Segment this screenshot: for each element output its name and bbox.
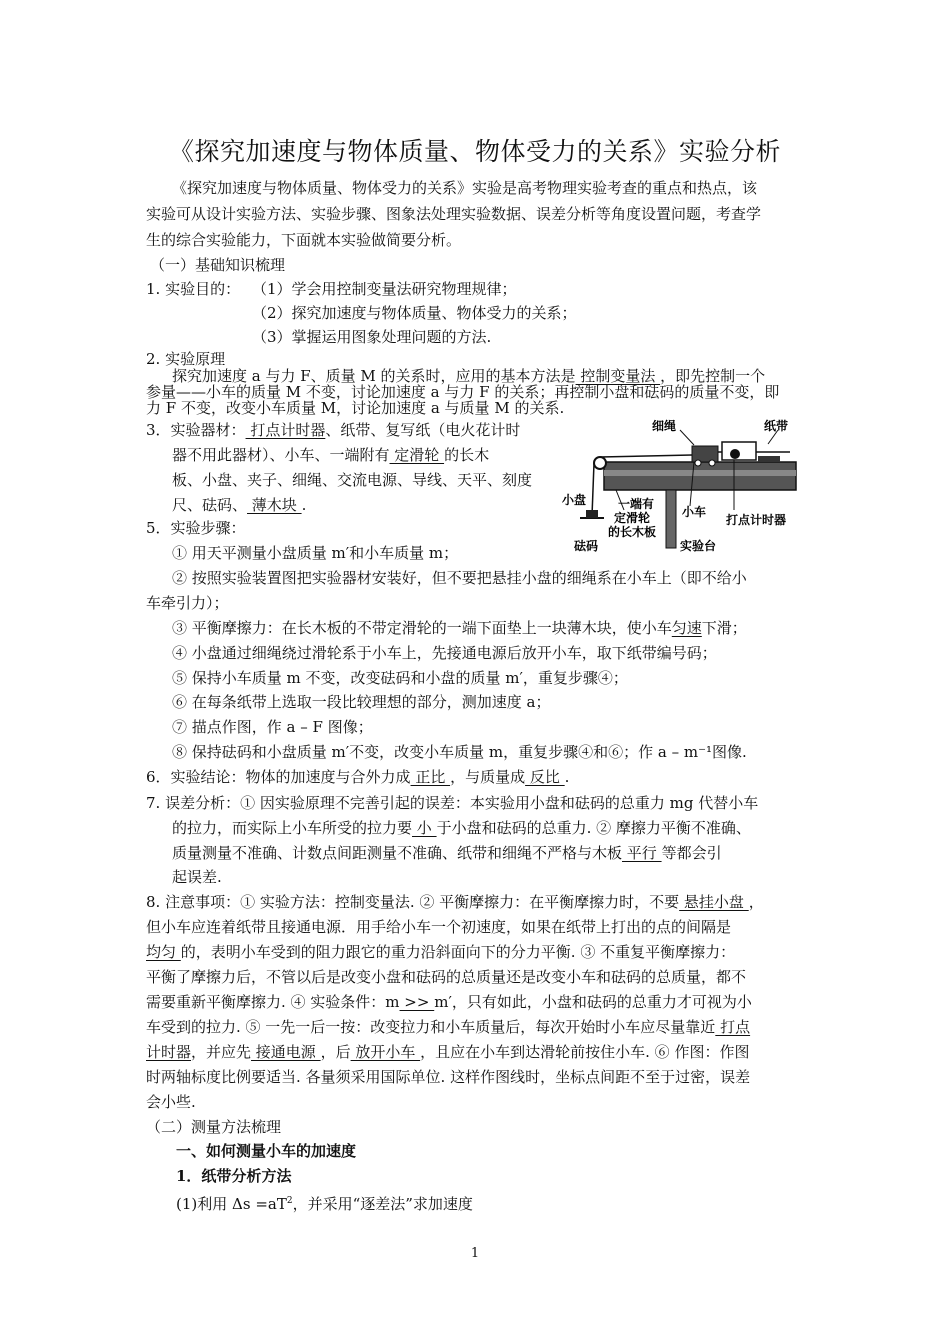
label-rope: 细绳: [652, 419, 677, 433]
weights-block: [586, 510, 598, 518]
equip-line-2: [172, 445, 489, 465]
hanging-rope: [592, 463, 594, 516]
intro-line-3: 生的综合实验能力，下面就本实验做简要分析。: [146, 231, 462, 249]
notes-blank-timer-2: 计时器: [146, 1043, 192, 1061]
apparatus-diagram: [558, 418, 818, 562]
aim-label: 1. 实验目的：: [146, 280, 241, 298]
step-3: [172, 618, 747, 638]
section-heading-basics: （一）基础知识梳理: [150, 256, 286, 274]
error-blank-parallel: 平行: [622, 844, 662, 862]
notes-line-5: [146, 992, 752, 1012]
method-heading-1: 一、如何测量小车的加速度: [176, 1142, 357, 1160]
notes-line-6: [146, 1017, 750, 1037]
page-number: 1: [470, 1246, 480, 1261]
equip-text: 3．实验器材：: [146, 421, 246, 439]
aim-item-2: （2）探究加速度与物体质量、物体受力的关系；: [252, 304, 577, 322]
notes-blank-uniform: 均匀: [146, 943, 181, 961]
cart-icon: [692, 446, 718, 462]
step-text: ③ 平衡摩擦力：在长木板的不带定滑轮的一端下面垫上一块薄木块，使小车: [172, 619, 672, 637]
step-text: 下滑；: [701, 619, 747, 637]
method-heading-2: 1．纸带分析方法: [176, 1167, 292, 1185]
label-board-1: 一端有: [618, 497, 655, 511]
notes-text: m′，只有如此，小盘和砝码的总重力才可视为小: [434, 993, 752, 1011]
board-stripe: [604, 470, 796, 476]
table-leg: [666, 490, 676, 548]
aim-item-3: （3）掌握运用图象处理问题的方法.: [252, 328, 492, 346]
equip-line-3: 板、小盘、夹子、细绳、交流电源、导线、天平、刻度: [172, 471, 533, 489]
timer-base: [758, 456, 780, 462]
cart-wheel-icon: [695, 460, 701, 466]
label-board-3: 的长木板: [608, 525, 657, 539]
principle-line-3: 力 F 不变，改变小车质量 M，讨论加速度 a 与质量 M 的关系.: [146, 399, 565, 417]
step-1: ① 用天平测量小盘质量 m′和小车质量 m；: [172, 544, 459, 562]
equip-line-1: [146, 420, 520, 440]
conclusion-blank-2: 反比: [525, 768, 565, 786]
equip-text: 、纸带、复写纸（电火花计时: [325, 421, 521, 439]
equip-blank-pulley: 定滑轮: [389, 446, 445, 464]
label-weights: 砝码: [574, 539, 599, 553]
equip-text: .: [301, 496, 307, 514]
method-superscript: 2: [286, 1196, 293, 1206]
section-heading-methods: （二）测量方法梳理: [146, 1118, 282, 1136]
equip-line-4: [172, 495, 306, 515]
notes-text: 需要重新平衡摩擦力. ④ 实验条件：m: [146, 993, 400, 1011]
intro-line-2: 实验可从设计实验方法、实验步骤、图象法处理实验数据、误差分析等角度设置问题，考查学: [146, 205, 762, 223]
notes-blank-release: 放开小车: [350, 1043, 421, 1061]
label-cart: 小车: [682, 505, 707, 519]
notes-line-3: [146, 942, 735, 962]
error-blank-small: 小: [412, 819, 437, 837]
notes-text: ，并应先: [191, 1043, 252, 1061]
leader-line: [680, 430, 694, 445]
aim-item-1: （1）学会用控制变量法研究物理规律；: [252, 280, 517, 298]
notes-text: 8. 注意事项：① 实验方法：控制变量法. ② 平衡摩擦力：在平衡摩擦力时，不要: [146, 893, 680, 911]
error-line-3: [172, 843, 722, 863]
method-line-1: [176, 1191, 473, 1214]
principle-blank-method: 控制变量法: [575, 367, 661, 385]
error-text: 的拉力，而实际上小车所受的拉力要: [172, 819, 413, 837]
rope-line: [600, 455, 692, 457]
equip-text: 尺、砝码、: [172, 496, 248, 514]
conclusion-text: 6．实验结论：物体的加速度与合外力成: [146, 768, 411, 786]
principle-heading: 2. 实验原理: [146, 350, 226, 368]
step-3-blank: 匀速: [671, 619, 702, 637]
method-text: (1)利用 Δs =aT: [176, 1195, 287, 1213]
notes-text: 车受到的拉力. ⑤ 一先一后一按：改变拉力和小车质量后，每次开始时小车应尽量靠近: [146, 1018, 716, 1036]
error-line-4: 起误差.: [172, 868, 222, 886]
notes-line-1: [146, 892, 764, 912]
conclusion-blank-1: 正比: [410, 768, 451, 786]
label-timer: 打点计时器: [726, 513, 787, 527]
principle-line-2: 参量——小车的质量 M 不变，讨论加速度 a 与力 F 的关系；再控制小盘和砝码的质量不变，即: [146, 383, 780, 401]
equip-text: 器不用此器材）、小车、一端附有: [172, 446, 390, 464]
page-title: 《探究加速度与物体质量、物体受力的关系》实验分析: [168, 137, 781, 166]
equip-blank-wood: 薄木块: [247, 496, 302, 514]
notes-line-2: 但小车应连着纸带且接通电源．用手给小车一个初速度，如果在纸带上打出的点的间隔是: [146, 918, 732, 936]
notes-text: ，后: [320, 1043, 351, 1061]
step-2-line-1: ② 按照实验装置图把实验器材安装好，但不要把悬挂小盘的细绳系在小车上（即不给小: [172, 569, 747, 587]
method-text: ，并采用“逐差法”求加速度: [292, 1195, 473, 1213]
notes-blank-much-greater: >>: [399, 993, 435, 1011]
step-5: ⑤ 保持小车质量 m 不变，改变砝码和小盘的质量 m′，重复步骤④；: [172, 669, 628, 687]
notes-line-4: 平衡了摩擦力后，不管以后是改变小盘和砝码的总质量还是改变小车和砝码的总质量，都不: [146, 968, 747, 986]
notes-text: ，且应在小车到达滑轮前按住小车. ⑥ 作图：作图: [420, 1043, 750, 1061]
error-text: 于小盘和砝码的总重力. ② 摩擦力平衡不准确、: [436, 819, 751, 837]
step-6: ⑥ 在每条纸带上选取一段比较理想的部分，测加速度 a；: [172, 693, 551, 711]
step-7: ⑦ 描点作图，作 a – F 图像；: [172, 718, 373, 736]
equip-blank-timer: 打点计时器: [245, 421, 326, 439]
error-line-1: 7. 误差分析：① 因实验原理不完善引起的误差：本实验用小盘和砝码的总重力 mg 代替小车: [146, 794, 759, 812]
notes-blank-pan: 悬挂小盘: [679, 893, 749, 911]
label-tape: 纸带: [764, 419, 789, 433]
step-8: ⑧ 保持砝码和小盘质量 m′不变，改变小车质量 m，重复步骤④和⑥；作 a – m⁻¹图像.: [172, 743, 747, 761]
label-board-2: 定滑轮: [614, 511, 651, 525]
error-text: 等都会引: [661, 844, 722, 862]
label-table: 实验台: [680, 539, 717, 553]
step-4: ④ 小盘通过细绳绕过滑轮系于小车上，先接通电源后放开小车，取下纸带编号码；: [172, 644, 717, 662]
notes-line-7: [146, 1042, 749, 1062]
error-line-2: [172, 818, 751, 838]
conclusion-text: .: [564, 768, 570, 786]
cart-wheel-icon: [709, 460, 715, 466]
error-text: 质量测量不准确、计数点间距测量不准确、纸带和细绳不严格与木板: [172, 844, 623, 862]
intro-line-1: 《探究加速度与物体质量、物体受力的关系》实验是高考物理实验考查的重点和热点，该: [172, 179, 758, 197]
conclusion-line: [146, 767, 569, 787]
notes-line-8: 时两轴标度比例要适当. 各量须采用国际单位. 这样作图线时，坐标点间距不至于过密，误差: [146, 1068, 751, 1086]
step-2-line-2: 车牵引力）；: [146, 594, 229, 612]
notes-text: 的，表明小车受到的阻力跟它的重力沿斜面向下的分力平衡. ③ 不重复平衡摩擦力：: [180, 943, 736, 961]
principle-text: ，即先控制一个: [660, 367, 766, 385]
conclusion-text: ，与质量成: [450, 768, 526, 786]
steps-heading: 5．实验步骤：: [146, 519, 246, 537]
label-pan: 小盘: [562, 493, 587, 507]
notes-blank-power: 接通电源: [251, 1043, 321, 1061]
notes-line-9: 会小些.: [146, 1093, 196, 1111]
notes-blank-timer-1: 打点: [715, 1018, 751, 1036]
pulley-icon: [594, 457, 606, 469]
timer-dot: [730, 449, 740, 459]
notes-text: ，: [748, 893, 764, 911]
equip-text: 的长木: [444, 446, 490, 464]
principle-text: 探究加速度 a 与力 F、质量 M 的关系时，应用的基本方法是: [172, 367, 576, 385]
